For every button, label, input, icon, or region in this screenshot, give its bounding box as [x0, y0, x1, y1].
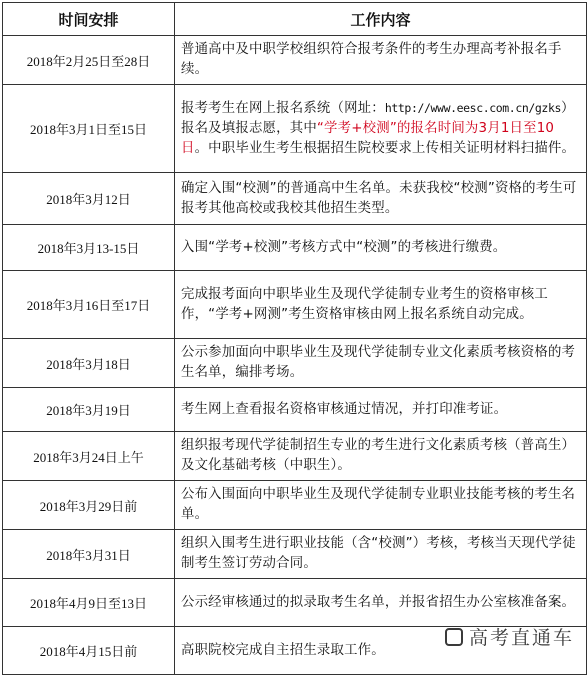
row-date: 2018年4月15日前 — [3, 627, 175, 675]
watermark — [445, 623, 574, 650]
table-row — [3, 339, 587, 388]
row-content: 普通高中及中职学校组织符合报考条件的考生办理高考补报名手续。 — [175, 36, 587, 85]
header-row — [3, 3, 587, 36]
row-date: 2018年3月29日前 — [3, 481, 175, 530]
table-row — [3, 271, 587, 339]
row-date: 2018年3月18日 — [3, 339, 175, 388]
row-content: 组织报考现代学徒制招生专业的考生进行文化素质考核（普高生）及文化基础考核（中职生）。 — [175, 432, 587, 481]
row-content: 公布入围面向中职毕业生及现代学徒制专业职业技能考核的考生名单。 — [175, 481, 587, 530]
row-content — [175, 85, 587, 173]
highlight-text: “学考+校测”的报名时间为3月1日至10日 — [181, 121, 555, 156]
row-date: 2018年3月1日至15日 — [3, 85, 175, 173]
row-content: 高职院校完成自主招生录取工作。 — [175, 627, 587, 675]
row-date: 2018年2月25日至28日 — [3, 36, 175, 85]
row-content: 完成报考面向中职毕业生及现代学徒制专业考生的资格审核工作，“学考+网测”考生资格审核由网上报名系统自动完成。 — [175, 271, 587, 339]
wechat-account-icon — [445, 628, 463, 646]
row-date: 2018年3月12日 — [3, 173, 175, 225]
row-date: 2018年3月19日 — [3, 388, 175, 432]
row-content: 公示参加面向中职毕业生及现代学徒制专业文化素质考核资格的考生名单，编排考场。 — [175, 339, 587, 388]
row-date: 2018年3月31日 — [3, 530, 175, 579]
row-date: 2018年3月13-15日 — [3, 225, 175, 271]
table-row — [3, 481, 587, 530]
row-content: 考生网上查看报名资格审核通过情况，并打印准考证。 — [175, 388, 587, 432]
table-row — [3, 432, 587, 481]
table-row — [3, 530, 587, 579]
table-row — [3, 36, 587, 85]
row-content: 组织入围考生进行职业技能（含“校测”）考核，考核当天现代学徒制考生签订劳动合同。 — [175, 530, 587, 579]
row-date: 2018年3月16日至17日 — [3, 271, 175, 339]
table-row — [3, 388, 587, 432]
schedule-table — [2, 2, 587, 675]
row-content-part: ）报名及填报志愿，其中 — [181, 101, 575, 136]
watermark-text: 高考直通车 — [468, 627, 574, 649]
table-row — [3, 173, 587, 225]
row-date: 2018年4月9日至13日 — [3, 579, 175, 627]
row-content: 入围“学考+校测”考核方式中“校测”的考核进行缴费。 — [175, 225, 587, 271]
header-time: 时间安排 — [3, 3, 175, 36]
table-row — [3, 225, 587, 271]
row-content: 公示经审核通过的拟录取考生名单，并报省招生办公室核准备案。 — [175, 579, 587, 627]
row-content-part: 报考考生在网上报名系统（网址： — [181, 101, 385, 116]
table-row — [3, 85, 587, 173]
row-content: 确定入围“校测”的普通高中生名单。未获我校“校测”资格的考生可报考其他高校或我校其他招生类型。 — [175, 173, 587, 225]
row-content-part: 。中职毕业生考生根据招生院校要求上传相关证明材料扫描件。 — [194, 141, 576, 156]
header-content: 工作内容 — [175, 3, 587, 36]
table-row — [3, 579, 587, 627]
row-date: 2018年3月24日上午 — [3, 432, 175, 481]
registration-url: http://www.eesc.com.cn/gzks — [384, 101, 561, 115]
